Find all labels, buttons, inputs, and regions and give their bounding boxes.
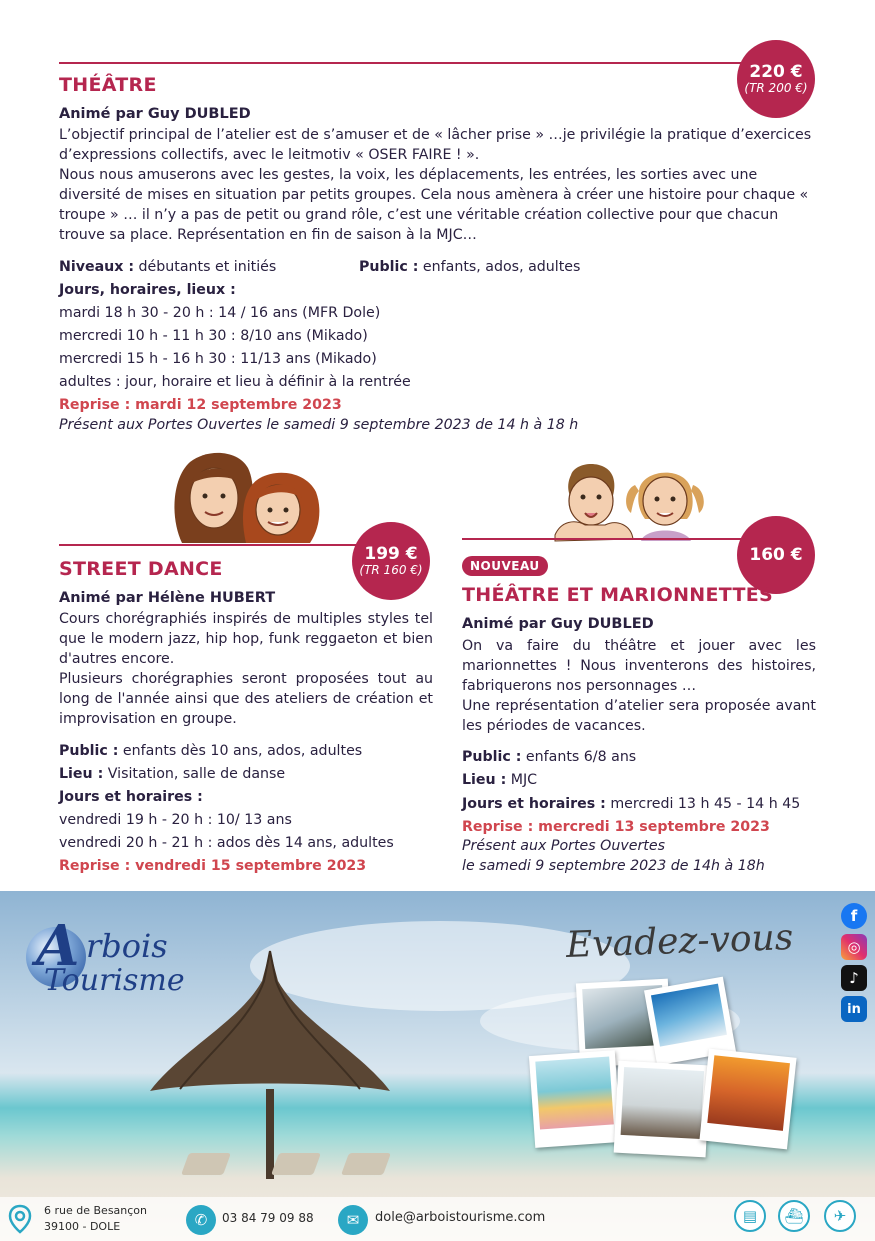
- cruise-ship-icon: ⛴: [778, 1200, 810, 1232]
- theatre-description-2: Nous nous amuserons avec les gestes, la voix, les déplacements, les entrées, les sorties avec une diversité de mises en situation par petits groupes. Cela nous amènera à créer une histoire pour chaque « troupe » … il n’y a pas de petit ou grand rôle, c’est une véritable création collective pour que chacun trouve sa place. Représentation en fin de saison à la MJC…: [59, 167, 809, 243]
- theatre-schedule-3: mercredi 15 h - 16 h 30 : 11/13 ans (Mikado): [59, 351, 377, 367]
- street-place: [59, 764, 285, 784]
- phone-number[interactable]: 03 84 79 09 88: [222, 1211, 314, 1225]
- marionnettes-divider: [462, 538, 752, 540]
- photo-desert: [699, 1049, 796, 1150]
- marionnettes-public: [462, 747, 636, 767]
- street-description-1: Cours chorégraphiés inspirés de multiples styles tel que le modern jazz, hip hop, funk reggaeton et bien d'autres encore.: [59, 611, 433, 667]
- theatre-divider: [59, 62, 759, 64]
- email-icon[interactable]: ✉: [338, 1205, 368, 1235]
- marionnettes-place-value: MJC: [506, 772, 538, 788]
- marionnettes-public-value: enfants 6/8 ans: [521, 749, 637, 765]
- bus-icon: ▤: [734, 1200, 766, 1232]
- photo-family-image: [535, 1057, 614, 1130]
- street-title: STREET DANCE: [59, 558, 223, 580]
- theatre-schedule-1: mardi 18 h 30 - 20 h : 14 / 16 ans (MFR Dole): [59, 305, 381, 321]
- street-public-value: enfants dès 10 ans, ados, adultes: [118, 743, 363, 759]
- photo-desert-image: [707, 1055, 790, 1131]
- marionnettes-place: [462, 770, 537, 790]
- marionnettes-schedule-label: Jours et horaires :: [462, 796, 606, 812]
- street-description-2: Plusieurs chorégraphies seront proposées tout au long de l'année ainsi que des ateliers de création et improvisation en groupe.: [59, 671, 433, 727]
- facebook-icon[interactable]: f: [841, 903, 867, 929]
- street-public: [59, 741, 362, 761]
- logo-rbois: rbois: [86, 927, 168, 965]
- theatre-title: THÉÂTRE: [59, 74, 157, 96]
- theatre-levels-value: débutants et initiés: [134, 259, 277, 275]
- theatre-public-value: enfants, ados, adultes: [418, 259, 581, 275]
- plane-icon: ✈: [824, 1200, 856, 1232]
- sun-lounger: [341, 1153, 391, 1175]
- sun-lounger: [181, 1153, 231, 1175]
- address-line-2: 39100 - DOLE: [44, 1220, 121, 1233]
- theatre-price-reduced: (TR 200 €): [744, 81, 808, 95]
- marionnettes-price: 160 €: [749, 545, 803, 565]
- street-divider: [59, 544, 359, 546]
- photo-family: [529, 1050, 621, 1148]
- street-place-value: Visitation, salle de danse: [103, 766, 286, 782]
- photo-beach: [614, 1061, 711, 1158]
- street-price-badge: [352, 522, 430, 600]
- logo-a: A: [36, 913, 80, 979]
- sun-lounger: [271, 1153, 321, 1175]
- theatre-reprise: Reprise : mardi 12 septembre 2023: [59, 397, 342, 413]
- travel-agency-banner: [0, 891, 875, 1241]
- street-schedule-1: vendredi 19 h - 20 h : 10/ 13 ans: [59, 812, 292, 828]
- theatre-animator: Animé par Guy DUBLED: [59, 106, 251, 122]
- new-badge: NOUVEAU: [462, 556, 548, 576]
- photo-sea-image: [651, 984, 727, 1047]
- photo-beach-image: [621, 1067, 704, 1139]
- marionnettes-animator: Animé par Guy DUBLED: [462, 616, 654, 632]
- marionnettes-title: THÉÂTRE ET MARIONNETTES: [462, 584, 773, 606]
- address-line-1: 6 rue de Besançon: [44, 1204, 148, 1217]
- phone-icon[interactable]: ✆: [186, 1205, 216, 1235]
- marionnettes-public-label: Public :: [462, 749, 522, 765]
- theatre-schedule-2: mercredi 10 h - 11 h 30 : 8/10 ans (Mikado): [59, 328, 368, 344]
- marionnettes-schedule: [462, 794, 800, 814]
- tiktok-icon[interactable]: ♪: [841, 965, 867, 991]
- street-place-label: Lieu :: [59, 766, 104, 782]
- arbois-tourisme-logo: [22, 913, 262, 1003]
- theatre-price-badge: [737, 40, 815, 118]
- theatre-schedule-4: adultes : jour, horaire et lieu à définir à la rentrée: [59, 374, 411, 390]
- teen-girls-illustration: [160, 448, 330, 544]
- theatre-schedule-label: Jours, horaires, lieux :: [59, 282, 236, 298]
- instagram-icon[interactable]: ◎: [841, 934, 867, 960]
- logo-tourisme: Tourisme: [44, 963, 185, 998]
- street-schedule-label: Jours et horaires :: [59, 789, 203, 805]
- theatre-price: 220 €: [749, 62, 803, 82]
- theatre-public-label: Public :: [359, 259, 419, 275]
- street-price: 199 €: [364, 544, 418, 564]
- theatre-public: [359, 257, 580, 277]
- street-public-label: Public :: [59, 743, 119, 759]
- street-reprise: Reprise : vendredi 15 septembre 2023: [59, 858, 367, 874]
- marionnettes-description-1: On va faire du théâtre et jouer avec les marionnettes ! Nous inventerons des histoires, fabriquerons nos personnages …: [462, 638, 816, 694]
- theatre-open-days: Présent aux Portes Ouvertes le samedi 9 septembre 2023 de 14 h à 18 h: [59, 417, 579, 433]
- theatre-levels: [59, 257, 276, 277]
- marionnettes-description-2: Une représentation d’atelier sera proposée avant les périodes de vacances.: [462, 698, 816, 734]
- linkedin-icon[interactable]: in: [841, 996, 867, 1022]
- marionnettes-open-days-1: Présent aux Portes Ouvertes: [462, 838, 665, 854]
- street-schedule-2: vendredi 20 h - 21 h : ados dès 14 ans, adultes: [59, 835, 394, 851]
- street-animator: Animé par Hélène HUBERT: [59, 590, 276, 606]
- email-address[interactable]: dole@arboistourisme.com: [375, 1210, 546, 1225]
- street-price-reduced: (TR 160 €): [359, 563, 423, 577]
- location-pin-icon: [8, 1204, 32, 1234]
- theatre-levels-label: Niveaux :: [59, 259, 135, 275]
- marionnettes-reprise: Reprise : mercredi 13 septembre 2023: [462, 819, 770, 835]
- theatre-description-1: L’objectif principal de l’atelier est de s’amuser et de « lâcher prise » …je privilégie la pratique d’exercices d’expressions collectifs, avec le leitmotiv « OSER FAIRE ! ».: [59, 127, 812, 163]
- marionnettes-price-badge: [737, 516, 815, 594]
- marionnettes-schedule-value: mercredi 13 h 45 - 14 h 45: [605, 796, 801, 812]
- tagline: Evadez-vous: [565, 917, 794, 966]
- marionnettes-open-days-2: le samedi 9 septembre 2023 de 14h à 18h: [462, 858, 765, 874]
- marionnettes-place-label: Lieu :: [462, 772, 507, 788]
- children-illustration: [545, 455, 720, 543]
